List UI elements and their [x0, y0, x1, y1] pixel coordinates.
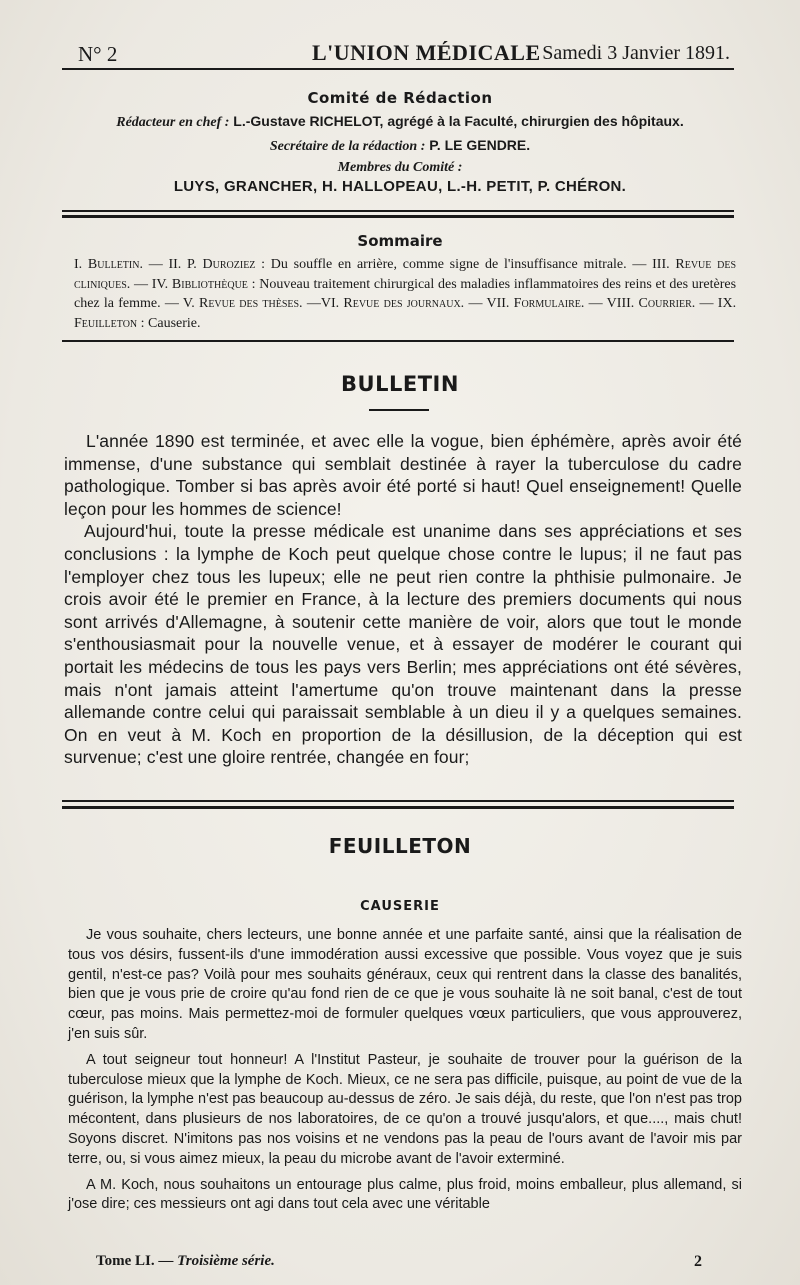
comite-title: Comité de Rédaction [307, 89, 493, 107]
feuilleton-title: FEUILLETON [328, 834, 472, 858]
issue-date: Samedi 3 Janvier 1891. [542, 42, 730, 64]
feuilleton-paragraph: Je vous souhaite, chers lecteurs, une bonne année et une parfaite santé, ainsi que la réalisation de tous vos désirs, fussent-ils d'une immodération aussi excessive que possible. Vous voyez que je suis gentil, n'est-ce pas? Voilà pour mes souhaits généraux, ceux qui rentrent dans la classe des banalités, bien que je vous prie de croire qu'au fond rien de ce que je vous souhaite là ne soit banal, c'est de tout cœur, pas moins. Mais permettez-moi de formuler quelques vœux particuliers, que vous approuverez, j'en suis sûr. [68, 927, 742, 1042]
secretaire-label: Secrétaire de la rédaction : [269, 139, 426, 154]
sommaire-item-bulletin: Bulletin. [87, 257, 143, 272]
sommaire-item-cliniques: Revue des cliniques. [74, 257, 737, 292]
double-rule-top [62, 210, 734, 212]
bulletin-body [64, 430, 742, 769]
membres-label: Membres du Comité : [337, 160, 463, 175]
issue-number: N° 2 [78, 42, 118, 66]
page-footer [96, 1253, 702, 1275]
bulletin-paragraph: Aujourd'hui, toute la presse médicale est unanime dans ses appréciations et ses conclusions : la lymphe de Koch peut quelque chose contre le lupus; il ne faut pas l'employer chez tous les lupeux; elle ne peut rien contre la phthisie pulmonaire. Je crois avoir été le premier en France, à la lecture des premiers documents qui nous sont arrivés d'Allemagne, à soutenir cette manière de voir, alors que tout le monde s'enthousiasmait pour la nouvelle venue, et à essayer de modérer le courant qui portait les médecins de tous les pays vers Berlin; mes appréciations ont été sévères, mais n'ont jamais atteint l'amertume qu'on trouve maintenant dans la presse allemande contre celui qui paraissait semblable à un dieu il y a quelques semaines. On en veut à M. Koch en proportion de la désillusion, de la déception qui est survenue; c'est une gloire rentrée, changée en four; [64, 521, 742, 768]
feuilleton-paragraph: A tout seigneur tout honneur! A l'Institut Pasteur, je souhaite de trouver pour la guérison de la tuberculose mieux que la lymphe de Koch. Mieux, ce ne sera pas difficile, puisque, au point de vue de la guérison, la lymphe n'est pas beaucoup au-dessus de zéro. Je sais déjà, du reste, que l'on n'est pas trop mécontent, dans plusieurs de nos laboratoires, de ce qu'on a trouvé jusqu'alors, et que...., mais chut! Soyons discret. N'imitons pas nos voisins et ne vendons pas la peau de l'ours avant de l'avoir mis par terre, ou, si vous aimez mieux, la peau du microbe avant de l'avoir exterminé. [68, 1051, 742, 1167]
sommaire-item-duroziez: P. Duroziez [187, 257, 256, 272]
sommaire-item-theses: Revue des thèses. [198, 296, 303, 311]
header-rule [62, 68, 734, 70]
sommaire-rule [62, 340, 734, 342]
sommaire-title: Sommaire [357, 232, 443, 250]
redacteur-label: Rédacteur en chef : [116, 115, 230, 130]
feuilleton-paragraph: A M. Koch, nous souhaitons un entourage plus calme, plus froid, moins emballeur, plus allemand, si j'ose dire; ces messieurs ont agi dans tout cela avec une véritable [68, 1176, 742, 1213]
redacteur-line [60, 113, 740, 131]
page-number: 2 [694, 1253, 702, 1270]
bulletin-title-rule [369, 409, 429, 411]
redacteur-name: L.-Gustave RICHELOT, agrégé à la Faculté, chirurgien des hôpitaux. [233, 113, 684, 129]
sommaire-text: I. Bulletin. — II. P. Duroziez : Du souffle en arrière, comme signe de l'insuffisance mitrale. — III. Revue des cliniques. — IV. Bibliothèque : Nouveau traitement chirurgical des maladies inflammatoires des reins et des uretères chez la femme. — V. Revue des thèses. —VI. Revue des journaux. — VII. Formulaire. — VIII. Courrier. — IX. Feuilleton : Causerie. [74, 257, 737, 331]
secretaire-name: P. LE GENDRE. [429, 137, 531, 153]
sommaire-item-courrier: Courrier. [638, 296, 696, 311]
page-header [62, 40, 730, 68]
sommaire-item-formulaire: Formulaire. [513, 296, 585, 311]
membres-names: LUYS, GRANCHER, H. HALLOPEAU, L.-H. PETIT, P. CHÉRON. [173, 178, 627, 195]
sommaire-item-journaux: Revue des journaux. [343, 296, 465, 311]
double-rule-bottom [62, 215, 734, 218]
feuilleton-body [68, 926, 742, 1221]
double-rule-bottom [62, 806, 734, 809]
secretaire-line [0, 137, 800, 155]
sommaire-item-feuilleton: Feuilleton [74, 315, 138, 331]
tome-label: Tome LI. — Troisième série. [96, 1253, 275, 1269]
journal-title: L'UNION MÉDICALE [312, 40, 541, 65]
causerie-title: CAUSERIE [360, 899, 440, 914]
double-rule-top [62, 800, 734, 802]
sommaire-item-bibliotheque: Bibliothèque [171, 276, 248, 292]
bulletin-title: BULLETIN [341, 372, 459, 396]
bulletin-paragraph: L'année 1890 est terminée, et avec elle la vogue, bien éphémère, après avoir été immense, d'une substance qui semblait destinée à rayer la tuberculose du cadre pathologique. Tomber si bas après avoir été porté si haut! Quel enseignement! Quelle leçon pour les hommes de science! [64, 431, 742, 519]
